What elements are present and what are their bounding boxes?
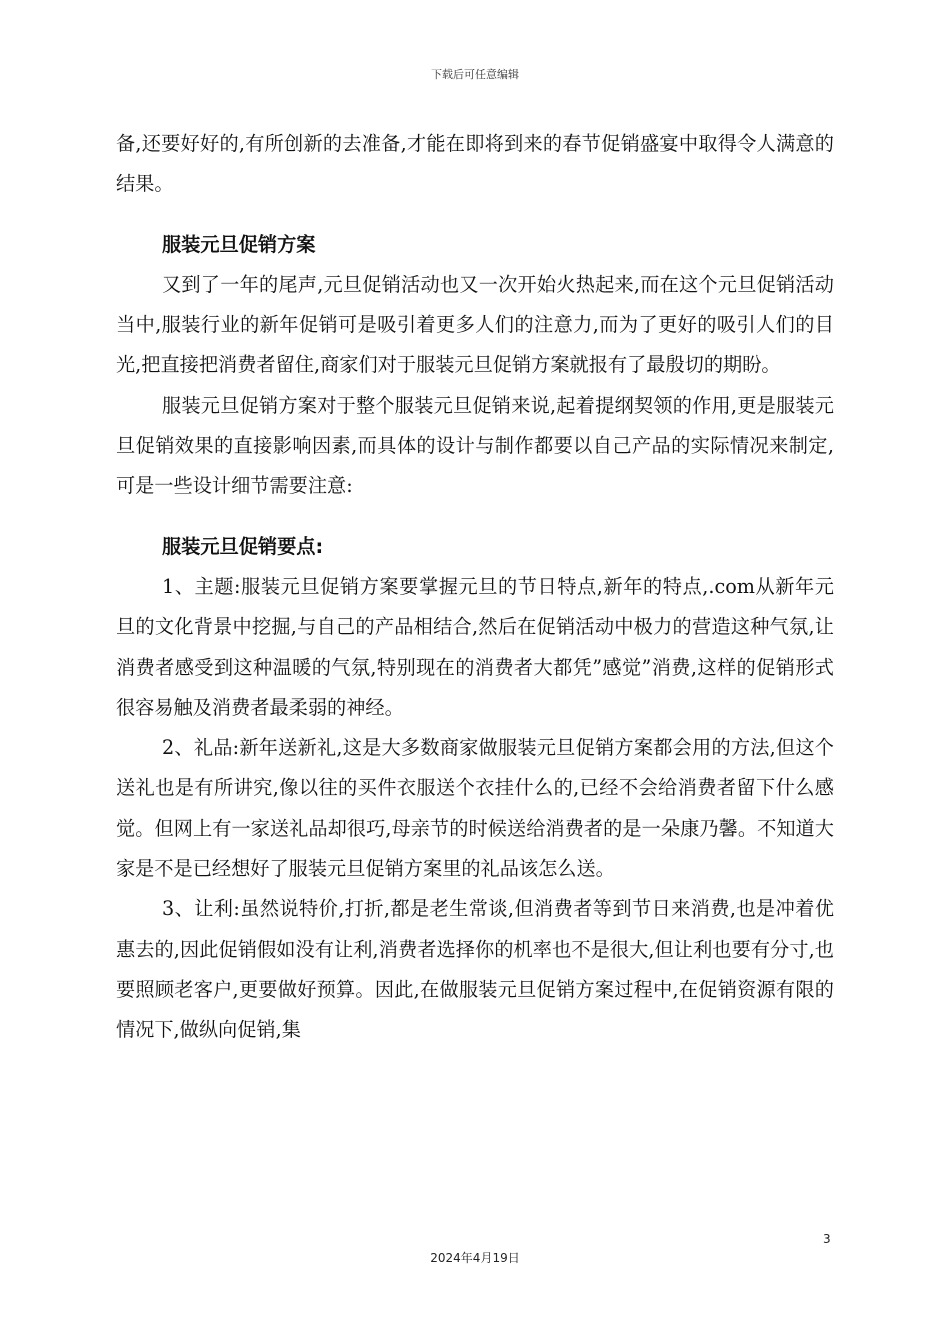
page-header: 下载后可任意编辑 bbox=[431, 68, 519, 81]
paragraph-plan-role: 服装元旦促销方案对于整个服装元旦促销来说,起着提纲契领的作用,更是服装元旦促销效果的直接影响因素,而具体的设计与制作都要以自己产品的实际情况来制定,可是一些设计细节需要注意: bbox=[116, 393, 834, 498]
section-heading-points: 服装元旦促销要点: bbox=[162, 534, 324, 558]
paragraph-point-discount: 3、让利:虽然说特价,打折,都是老生常谈,但消费者等到节日来消费,也是冲着优惠去的,因此促销假如没有让利,消费者选择你的机率也不是很大,但让利也要有分寸,也要照顾老客户,更要做好预算。因此,在做服装元旦促销方案过程中,在促销资源有限的情况下,做纵向促销,集 bbox=[116, 897, 834, 1042]
paragraph-spacer bbox=[116, 205, 834, 225]
paragraph-year-end: 又到了一年的尾声,元旦促销活动也又一次开始火热起来,而在这个元旦促销活动当中,服装行业的新年促销可是吸引着更多人们的注意力,而为了更好的吸引人们的目光,把直接把消费者留住,商家们对于服装元旦促销方案就报有了最殷切的期盼。 bbox=[116, 272, 834, 377]
page-number: 3 bbox=[823, 1232, 831, 1246]
paragraph-point-theme: 1、主题:服装元旦促销方案要掌握元旦的节日特点,新年的特点,.com从新年元旦的文化背景中挖掘,与自己的产品相结合,然后在促销活动中极力的营造这种气氛,让消费者感受到这种温暖的气氛,特别现在的消费者大都凭”感觉”消费,这样的促销形式很容易触及消费者最柔弱的神经。 bbox=[116, 574, 834, 719]
paragraph-intro: 备,还要好好的,有所创新的去准备,才能在即将到来的春节促销盛宴中取得令人满意的结果。 bbox=[116, 132, 834, 196]
section-heading-plan: 服装元旦促销方案 bbox=[162, 232, 316, 256]
document-body bbox=[116, 124, 834, 1051]
page-footer-date: 2024年4月19日 bbox=[430, 1251, 520, 1265]
paragraph-spacer bbox=[116, 507, 834, 527]
paragraph-point-gift: 2、礼品:新年送新礼,这是大多数商家做服装元旦促销方案都会用的方法,但这个送礼也是有所讲究,像以往的买件衣服送个衣挂什么的,已经不会给消费者留下什么感觉。但网上有一家送礼品却很巧,母亲节的时候送给消费者的是一朵康乃馨。不知道大家是不是已经想好了服装元旦促销方案里的礼品该怎么送。 bbox=[116, 736, 834, 881]
